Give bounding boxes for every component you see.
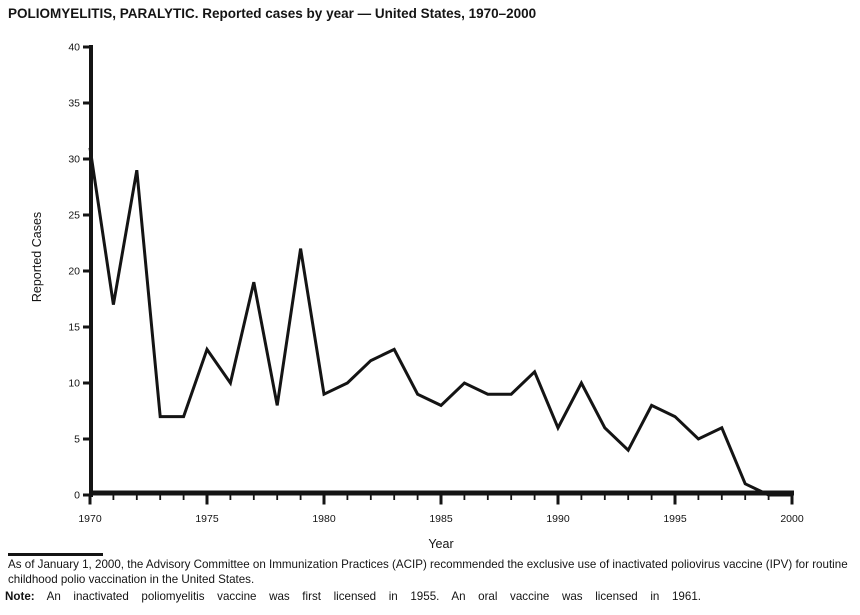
note bbox=[5, 589, 701, 604]
y-tick-label: 40 bbox=[68, 41, 80, 54]
y-tick-label: 15 bbox=[68, 321, 80, 334]
chart-title: POLIOMYELITIS, PARALYTIC. Reported cases by year — United States, 1970–2000 bbox=[8, 6, 537, 21]
series-line bbox=[90, 148, 792, 495]
y-axis-title: Reported Cases bbox=[30, 211, 44, 303]
x-tick-label: 1985 bbox=[429, 513, 453, 525]
y-tick-label: 5 bbox=[74, 433, 80, 446]
x-tick-label: 1995 bbox=[663, 513, 687, 525]
x-axis-title: Year bbox=[428, 537, 454, 551]
note-text: An inactivated poliomyelitis vaccine was first licensed in 1955. An oral vaccine was licensed in 1961. bbox=[46, 590, 701, 603]
x-tick-label: 1980 bbox=[312, 513, 336, 525]
note-label: Note: bbox=[5, 590, 35, 603]
x-tick-label: 2000 bbox=[780, 513, 804, 525]
x-tick-label: 1990 bbox=[546, 513, 570, 525]
y-tick-label: 0 bbox=[74, 489, 80, 502]
y-tick-label: 10 bbox=[68, 377, 80, 390]
y-tick-label: 20 bbox=[68, 265, 80, 278]
x-tick-label: 1970 bbox=[78, 513, 102, 525]
y-tick-label: 30 bbox=[68, 153, 80, 166]
y-tick-label: 35 bbox=[68, 97, 80, 110]
footnote: As of January 1, 2000, the Advisory Committee on Immunization Practices (ACIP) recommended the exclusive use of inactivated poliovirus vaccine (IPV) for routine childhood polio vaccination in the United States. bbox=[8, 558, 848, 586]
x-tick-label: 1975 bbox=[195, 513, 219, 525]
y-tick-label: 25 bbox=[68, 209, 80, 222]
footnote-rule bbox=[8, 553, 103, 556]
